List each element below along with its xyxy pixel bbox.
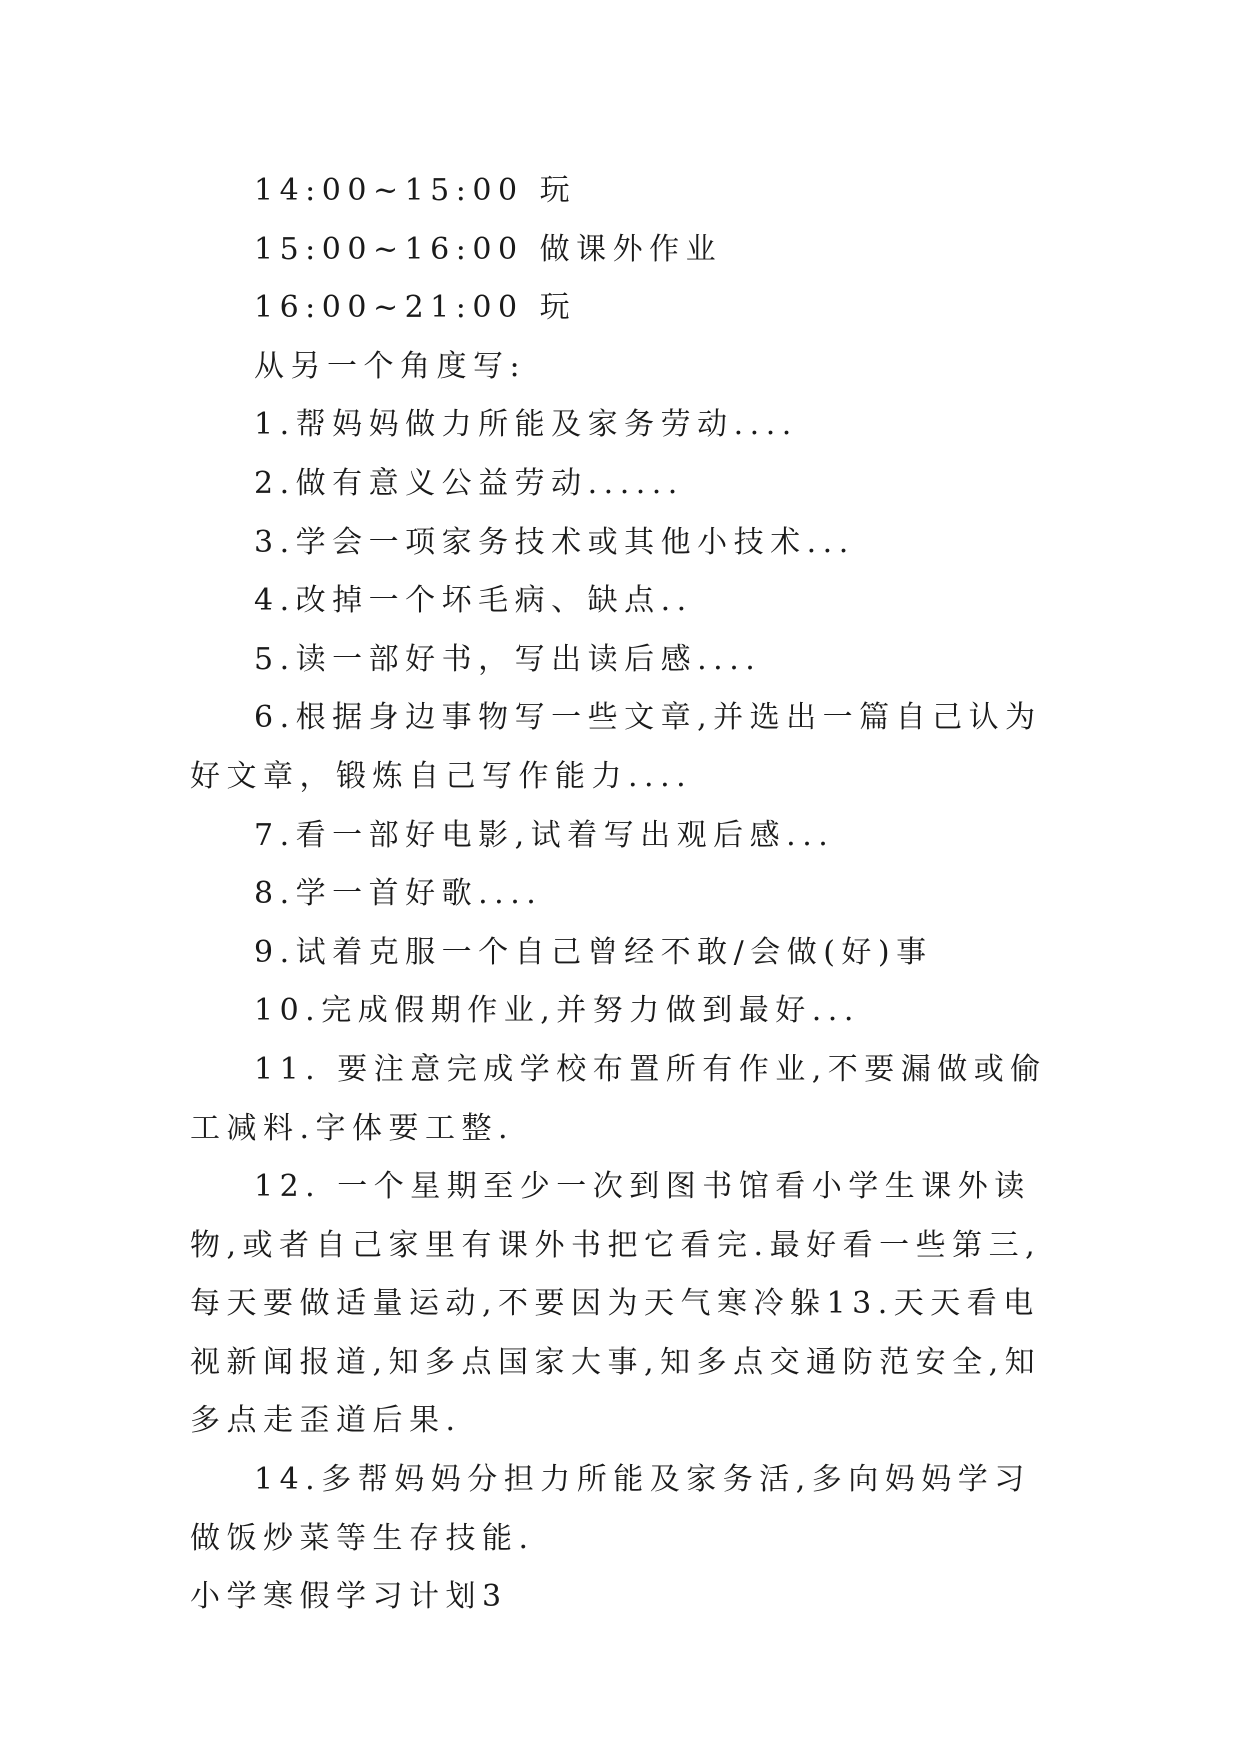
list-item: 8.学一首好歌.... <box>254 876 543 912</box>
list-item: 6.根据身边事物写一些文章,并选出一篇自己认为好文章，锻炼自己写作能力.... <box>190 700 1042 794</box>
list-item: 3.学会一项家务技术或其他小技术... <box>254 524 855 560</box>
list-item: 7.看一部好电影,试着写出观后感... <box>254 817 835 853</box>
paragraph: 16:00~21:00 玩 <box>254 290 577 326</box>
list-item: 10.完成假期作业,并努力做到最好... <box>254 993 860 1029</box>
list-item: 2.做有意义公益劳动...... <box>254 465 684 501</box>
list-item: 5.读一部好书，写出读后感.... <box>254 641 762 677</box>
paragraph: 15:00~16:00 做课外作业 <box>254 231 723 267</box>
list-item: 12. 一个星期至少一次到图书馆看小学生课外读物,或者自己家里有课外书把它看完.最好看一些第三, 每天要做适量运动,不要因为天气寒冷躲13.天天看电视新闻报道,知多点国家大事,知多点交通防范安全,知多点走歪道后果. <box>190 1169 1042 1439</box>
list-item: 4.改掉一个坏毛病、缺点.. <box>254 583 693 619</box>
paragraph: 14:00~15:00 玩 <box>254 173 577 208</box>
paragraph: 从另一个角度写: <box>254 348 527 384</box>
list-item: 11. 要注意完成学校布置所有作业,不要漏做或偷工减料.字体要工整. <box>190 1051 1047 1146</box>
list-item: 9.试着克服一个自己曾经不敢/会做(好)事 <box>254 934 933 970</box>
document-body <box>190 162 1050 1627</box>
list-item: 14.多帮妈妈分担力所能及家务活,多向妈妈学习做饭炒菜等生存技能. <box>190 1462 1031 1556</box>
list-item: 1.帮妈妈做力所能及家务劳动.... <box>254 407 798 443</box>
section-heading: 小学寒假学习计划3 <box>190 1579 508 1615</box>
